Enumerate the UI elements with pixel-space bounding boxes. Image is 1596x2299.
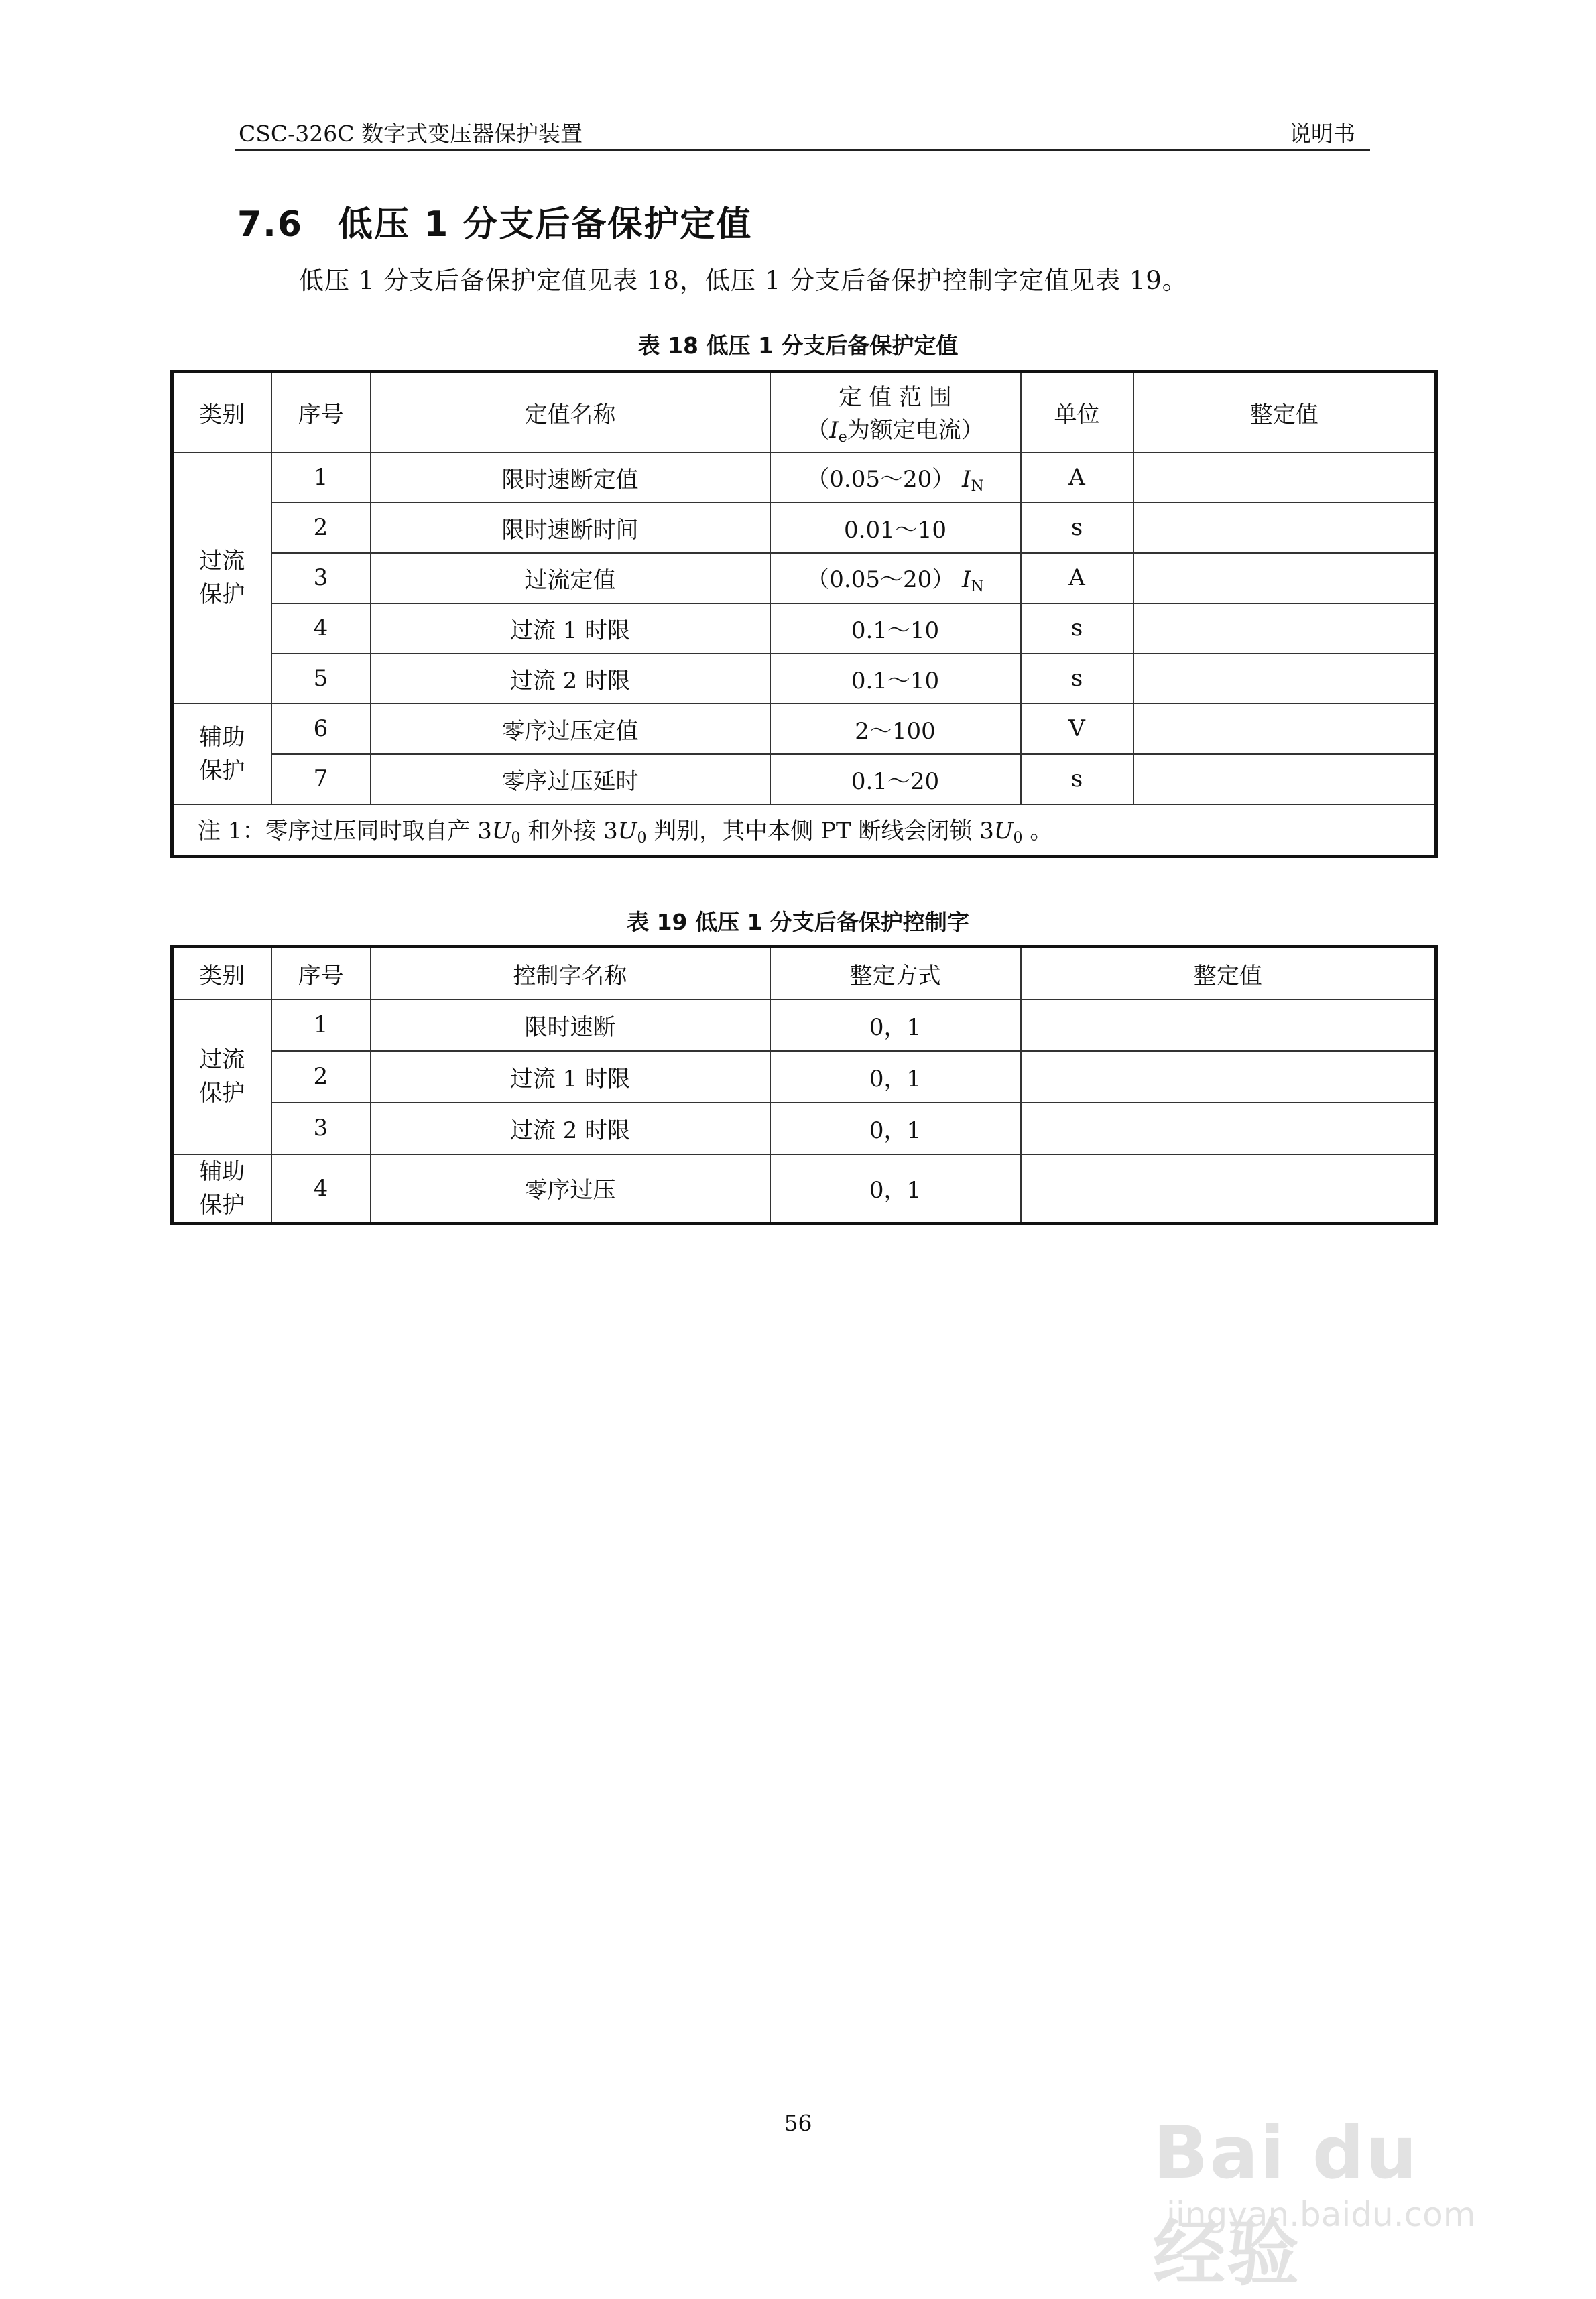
- table-row: [172, 654, 1436, 704]
- table19-header-row: [172, 947, 1436, 999]
- row-index: 1: [271, 999, 371, 1051]
- category-cell: 过流 保护: [172, 452, 271, 704]
- row-name: 过流 1 时限: [371, 603, 770, 654]
- table18: [170, 370, 1438, 858]
- header-setting-name: 定值名称: [371, 372, 770, 452]
- row-range: 0.01～10: [770, 503, 1021, 553]
- header-range-line2: （$I_e$为额定电流）: [806, 417, 984, 446]
- row-setting-input[interactable]: [1133, 452, 1436, 503]
- header-range-line1: 定 值 范 围: [839, 384, 952, 412]
- row-name: 过流 2 时限: [371, 1103, 770, 1154]
- header-control-name: 控制字名称: [371, 947, 770, 999]
- row-setting-input[interactable]: [1021, 999, 1436, 1051]
- row-unit: s: [1021, 654, 1133, 704]
- row-unit: A: [1021, 452, 1133, 503]
- running-header: [235, 115, 1370, 151]
- table18-note-row: [172, 804, 1436, 857]
- table-row: [172, 999, 1436, 1051]
- header-category: 类别: [172, 372, 271, 452]
- row-name: 零序过压: [371, 1154, 770, 1224]
- page-number: 56: [784, 2110, 812, 2136]
- row-index: 3: [271, 1103, 371, 1154]
- header-index: 序号: [271, 947, 371, 999]
- section-number: 7.6: [237, 204, 304, 245]
- row-mode: 0，1: [770, 1051, 1021, 1103]
- row-range: （0.05～20） $I_N$: [770, 553, 1021, 603]
- row-range: 2～100: [770, 704, 1021, 754]
- row-unit: s: [1021, 603, 1133, 654]
- row-setting-input[interactable]: [1133, 754, 1436, 804]
- watermark-url: jingyan.baidu.com: [1166, 2195, 1476, 2234]
- category-cell: 辅助 保护: [172, 1154, 271, 1224]
- table-row: [172, 603, 1436, 654]
- row-unit: V: [1021, 704, 1133, 754]
- row-name: 零序过压定值: [371, 704, 770, 754]
- row-setting-input[interactable]: [1021, 1103, 1436, 1154]
- header-setting-value: 整定值: [1133, 372, 1436, 452]
- section-heading: [237, 196, 752, 246]
- table19-caption: 表 19 低压 1 分支后备保护控制字: [627, 909, 969, 935]
- header-doc-type: 说明书: [1289, 121, 1355, 147]
- row-setting-input[interactable]: [1133, 503, 1436, 553]
- header-title: CSC-326C 数字式变压器保护装置: [239, 121, 582, 147]
- row-name: 过流定值: [371, 553, 770, 603]
- header-setting-mode: 整定方式: [770, 947, 1021, 999]
- row-setting-input[interactable]: [1133, 553, 1436, 603]
- table-row: [172, 754, 1436, 804]
- table18-header-row: [172, 372, 1436, 452]
- row-range: 0.1～10: [770, 603, 1021, 654]
- row-index: 3: [271, 553, 371, 603]
- row-index: 2: [271, 1051, 371, 1103]
- section-title-text: 低压 1 分支后备保护定值: [338, 204, 753, 245]
- row-setting-input[interactable]: [1021, 1154, 1436, 1224]
- row-setting-input[interactable]: [1133, 704, 1436, 754]
- row-index: 2: [271, 503, 371, 553]
- table-row: [172, 1154, 1436, 1224]
- header-setting-value: 整定值: [1021, 947, 1436, 999]
- row-index: 1: [271, 452, 371, 503]
- row-name: 过流 2 时限: [371, 654, 770, 704]
- row-range: 0.1～20: [770, 754, 1021, 804]
- header-category: 类别: [172, 947, 271, 999]
- row-name: 零序过压延时: [371, 754, 770, 804]
- row-index: 4: [271, 603, 371, 654]
- table-row: [172, 503, 1436, 553]
- header-unit: 单位: [1021, 372, 1133, 452]
- watermark-brand: Bai du 经验: [1153, 2111, 1419, 2296]
- table-row: [172, 1051, 1436, 1103]
- row-setting-input[interactable]: [1133, 654, 1436, 704]
- row-name: 限时速断定值: [371, 452, 770, 503]
- category-cell: 辅助 保护: [172, 704, 271, 804]
- row-name: 限时速断: [371, 999, 770, 1051]
- row-range: 0.1～10: [770, 654, 1021, 704]
- category-cell: 过流 保护: [172, 999, 271, 1154]
- table18-note: 注 1：零序过压同时取自产 $3U_0$ 和外接 $3U_0$ 判别，其中本侧 PT 断线会闭锁 $3U_0$ 。: [172, 804, 1436, 857]
- table-row: [172, 452, 1436, 503]
- row-mode: 0，1: [770, 999, 1021, 1051]
- table-row: [172, 553, 1436, 603]
- table18-caption: 表 18 低压 1 分支后备保护定值: [637, 332, 959, 359]
- header-index: 序号: [271, 372, 371, 452]
- watermark: [1126, 2111, 1501, 2296]
- row-setting-input[interactable]: [1133, 603, 1436, 654]
- intro-paragraph: 低压 1 分支后备保护定值见表 18，低压 1 分支后备保护控制字定值见表 19。: [299, 266, 1188, 295]
- row-unit: s: [1021, 754, 1133, 804]
- row-name: 过流 1 时限: [371, 1051, 770, 1103]
- row-index: 7: [271, 754, 371, 804]
- header-range: [770, 372, 1021, 452]
- table-row: [172, 1103, 1436, 1154]
- row-index: 6: [271, 704, 371, 754]
- row-index: 5: [271, 654, 371, 704]
- row-mode: 0，1: [770, 1154, 1021, 1224]
- row-setting-input[interactable]: [1021, 1051, 1436, 1103]
- table-row: [172, 704, 1436, 754]
- table19: [170, 945, 1438, 1225]
- row-name: 限时速断时间: [371, 503, 770, 553]
- row-mode: 0，1: [770, 1103, 1021, 1154]
- row-unit: A: [1021, 553, 1133, 603]
- row-range: （0.05～20） $I_N$: [770, 452, 1021, 503]
- row-unit: s: [1021, 503, 1133, 553]
- row-index: 4: [271, 1154, 371, 1224]
